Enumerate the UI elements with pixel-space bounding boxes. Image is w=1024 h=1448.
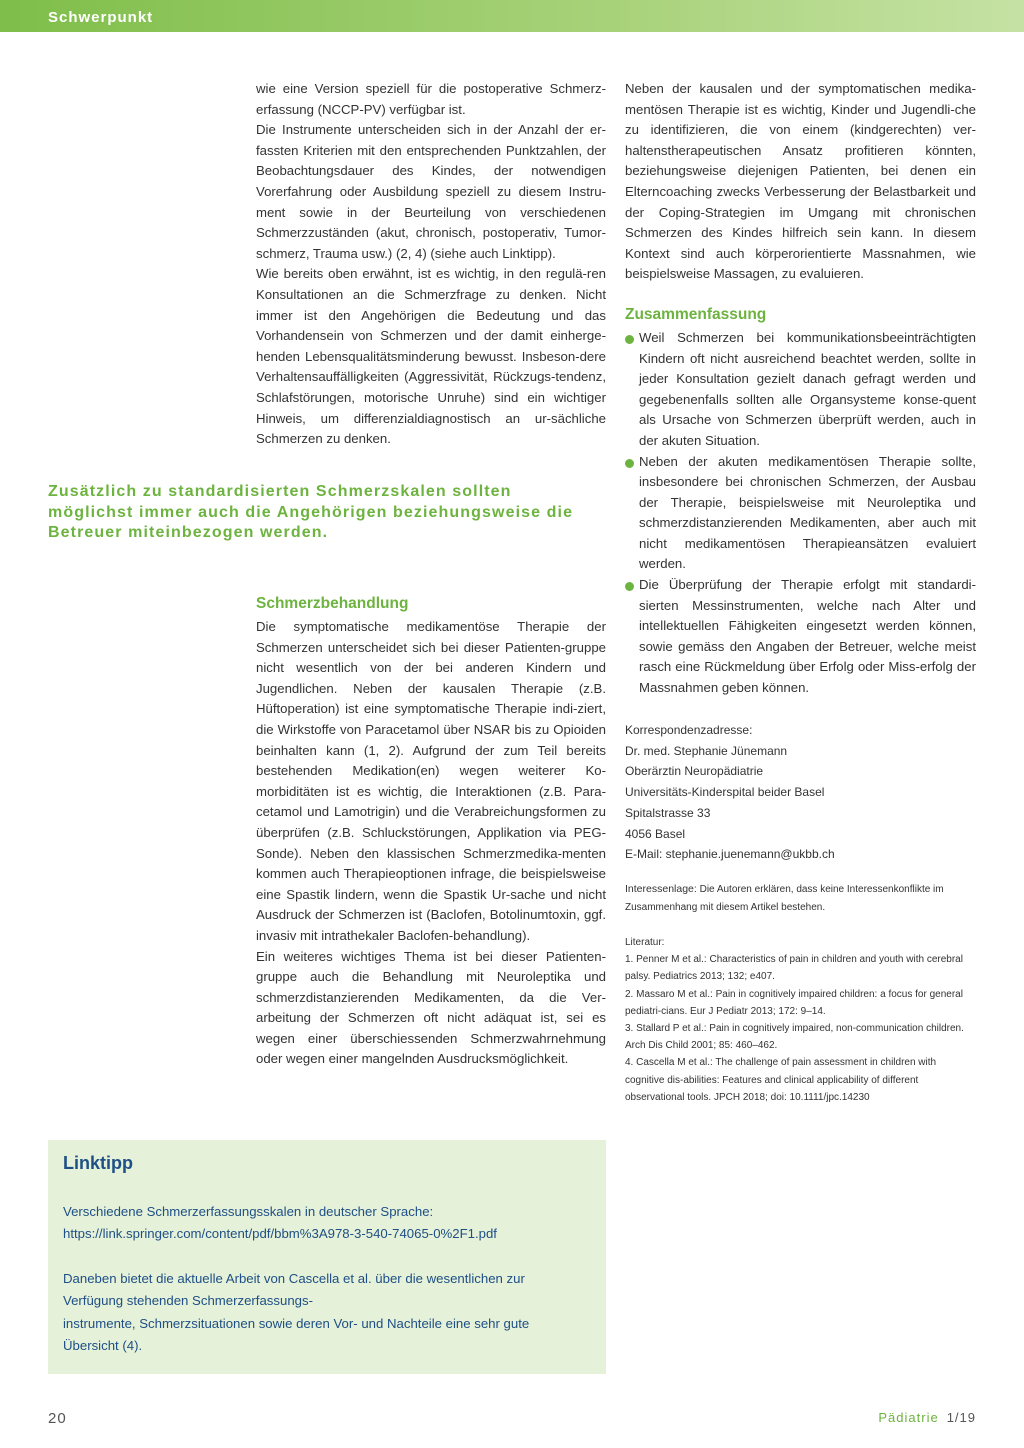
linktipp-text: Verschiedene Schmerzerfassungsskalen in deutscher Sprache: <box>63 1204 434 1219</box>
literature-label: Literatur: <box>625 937 665 948</box>
reference-item: 2. Massaro M et al.: Pain in cognitively impaired children: a focus for general pediatri-cians. Eur J Pediatr 2013; 172: 9–14. <box>625 988 963 1017</box>
paragraph: Wie bereits oben erwähnt, ist es wichtig, in den regulä-ren Konsultationen an die Schmerzfrage zu denken. Nicht immer ist den Angehörigen die Bedeutung und das Vorhandensein von Schmerzen und der damit einherge-henden Lebensqualitätsminderung bewusst. Insbeson-dere Verhaltensauffälligkeiten (Aggressivität, Rückzugs-tendenz, Schlafstörungen, motorische Unruhe) sind ein wichtiger Hinweis, um differenzialdiagnostisch an ur-sächliche Schmerzen zu denken. <box>256 266 606 447</box>
reference-item: 1. Penner M et al.: Characteristics of pain in children and youth with cerebral palsy. Pediatrics 2013; 132; e407. <box>625 954 963 983</box>
pull-quote: Zusätzlich zu standardisierten Schmerzskalen sollten möglichst immer auch die Angehörigen beziehungsweise die Betreuer miteinbezogen werden. <box>48 483 574 541</box>
section-heading: Schmerzbehandlung <box>256 595 409 612</box>
column-right <box>625 79 976 699</box>
paragraph: wie eine Version speziell für die postoperative Schmerz-erfassung (NCCP-PV) verfügbar ist. <box>256 81 606 117</box>
address-line: Oberärztin Neuropädiatrie <box>625 764 764 779</box>
literature-list <box>625 934 976 1106</box>
paragraph: Ein weiteres wichtiges Thema ist bei dieser Patienten-gruppe auch die Behandlung mit Neuroleptika und schmerzdistanzierenden Medikamenten, da die Ver-arbeitung der Schmerzen oft nicht adäquat ist, sei es wegen einer überschiessenden Schmerzwahrnehmung oder wegen einer mangelnden Ausdrucksmöglichkeit. <box>256 948 606 1067</box>
linktipp-text: Übersicht (4). <box>63 1338 143 1354</box>
header-bar <box>0 0 1024 32</box>
page-number: 20 <box>48 1410 67 1427</box>
correspondence-label: Korrespondenzadresse: <box>625 723 753 737</box>
correspondence-address <box>625 720 976 865</box>
linktipp-url[interactable]: https://link.springer.com/content/pdf/bbm%3A978-3-540-74065-0%2F1.pdf <box>63 1226 497 1242</box>
list-item <box>625 328 976 452</box>
email-link[interactable]: E-Mail: stephanie.juenemann@ukbb.ch <box>625 847 835 862</box>
footer-journal-info <box>878 1410 976 1425</box>
journal-name: Pädiatrie <box>878 1410 939 1425</box>
linktipp-text: Verfügung stehenden Schmerzerfassungs- <box>63 1293 313 1309</box>
bullet-icon <box>625 459 634 468</box>
paragraph: Die Instrumente unterscheiden sich in der Anzahl der er-fassten Kriterien mit den entsprechenden Punktzahlen, der Beobachtungsdauer des Kindes, der notwendigen Vorerfahrung oder Ausbildung speziell zu diesem Instru-ment sowie in der Beurteilung von verschiedenen Schmerzzuständen (akut, chronisch, postoperativ, Tumor-schmerz, Trauma usw.) (2, 4) (siehe auch Linktipp). <box>256 122 606 261</box>
conflict-of-interest <box>625 880 976 917</box>
summary-heading: Zusammenfassung <box>625 305 767 323</box>
address-line: Universitäts-Kinderspital beider Basel <box>625 785 825 800</box>
interest-label: Interessenlage: <box>625 883 697 895</box>
address-line: Dr. med. Stephanie Jünemann <box>625 743 788 758</box>
list-item-text: Neben der akuten medikamentösen Therapie sollte, insbesondere bei chronischen Schmerzen, der Ausbau der Therapie, beispielsweise mit Neuroleptika und schmerzdistanzierenden Medikamenten, aber auch mit nicht medikamentösen Therapieansätzen evaluiert werden. <box>639 453 976 572</box>
linktipp-text: instrumente, Schmerzsituationen sowie deren Vor- und Nachteile eine sehr gute <box>63 1315 530 1331</box>
linktipp-text: Daneben bietet die aktuelle Arbeit von Cascella et al. über die wesentlichen zur <box>63 1270 525 1286</box>
paragraph: Neben der kausalen und der symptomatischen medika-mentösen Therapie ist es wichtig, Kinder und Jugendli-che zu identifizieren, die von einem (kindgerechten) ver-haltenstherapeutischen Ansatz profitieren könnten, beziehungsweise diejenigen Patienten, bei denen ein Elterncoaching zwecks Verbesserung der Belastbarkeit und der Coping-Strategien im Umgang mit chronischen Schmerzen des Kindes hilfreich sein kann. In diesem Kontext sind auch körperorientierte Massnahmen, wie beispielsweise Massagen, zu evaluieren. <box>625 81 976 282</box>
linktipp-title: Linktipp <box>63 1153 133 1173</box>
bullet-icon <box>625 335 634 344</box>
summary-list <box>625 328 976 699</box>
column-middle-top <box>256 79 606 450</box>
list-item-text: Weil Schmerzen bei kommunikationsbeeinträchtigten Kindern oft nicht ausreichend beachtet werden, sollte in jeder Konsultation gezielt danach gefragt werden und gegebenenfalls sollten alle Organsysteme konse-quent als Ursache von Schmerzen überprüft werden, auch in der akuten Situation. <box>639 329 976 448</box>
reference-item: 3. Stallard P et al.: Pain in cognitively impaired, non-communication children. Arch Dis Child 2001; 85: 460–462. <box>625 1023 964 1052</box>
linktipp-body <box>63 1201 593 1357</box>
address-line: 4056 Basel <box>625 826 686 841</box>
address-line: Spitalstrasse 33 <box>625 805 711 820</box>
issue-number: 1/19 <box>946 1410 976 1425</box>
bullet-icon <box>625 582 634 591</box>
list-item-text: Die Überprüfung der Therapie erfolgt mit standardi-sierten Messinstrumenten, welche nach Alter und intellektuellen Fähigkeiten eingesetzt werden können, sowie gemäss den Angaben der Betreuer, welche meist rasch eine Rückmeldung über Erfolg oder Miss-erfolg der Massnahmen geben können. <box>639 577 976 696</box>
section-treatment <box>256 594 606 1070</box>
list-item <box>625 452 976 576</box>
interest-text: Die Autoren erklären, dass keine Interessenkonflikte im Zusammenhang mit diesem Artikel bestehen. <box>625 884 944 913</box>
linktipp-box <box>48 1140 606 1374</box>
paragraph: Die symptomatische medikamentöse Therapie der Schmerzen unterscheidet sich bei dieser Patienten-gruppe nicht wesentlich von der bei anderen Kindern und Jugendlichen. Neben der kausalen Therapie (z.B. Hüftoperation) ist eine symptomatische Therapie indi-ziert, die Wirkstoffe von Paracetamol über NSAR bis zu Opioiden beinhalten kann (1, 2). Aufgrund der zum Teil bereits bestehenden Medikation(en) wegen weiterer Ko-morbiditäten ist es wichtig, die Interaktionen (z.B. Para-cetamol und Lamotrigin) und die Verabreichungsformen zu überprüfen (z.B. Schluckstörungen, Applikation via PEG-Sonde). Neben den klassischen Schmerzmedika-menten kommen auch Therapieoptionen infrage, die beispielsweise eine Spastik lindern, wenn die Spastik Ur-sache und nicht Ausdruck der Schmerzen ist (Baclofen, Botolinumtoxin, ggf. invasiv mit intrathekaler Baclofen-behandlung). <box>256 619 606 943</box>
list-item <box>625 575 976 699</box>
section-title: Schwerpunkt <box>48 9 154 26</box>
reference-item: 4. Cascella M et al.: The challenge of pain assessment in children with cognitive dis-abilities: Features and clinical applicability of different observational tools. JPCH 2018; doi: 10.1111/jpc.14230 <box>625 1057 937 1103</box>
